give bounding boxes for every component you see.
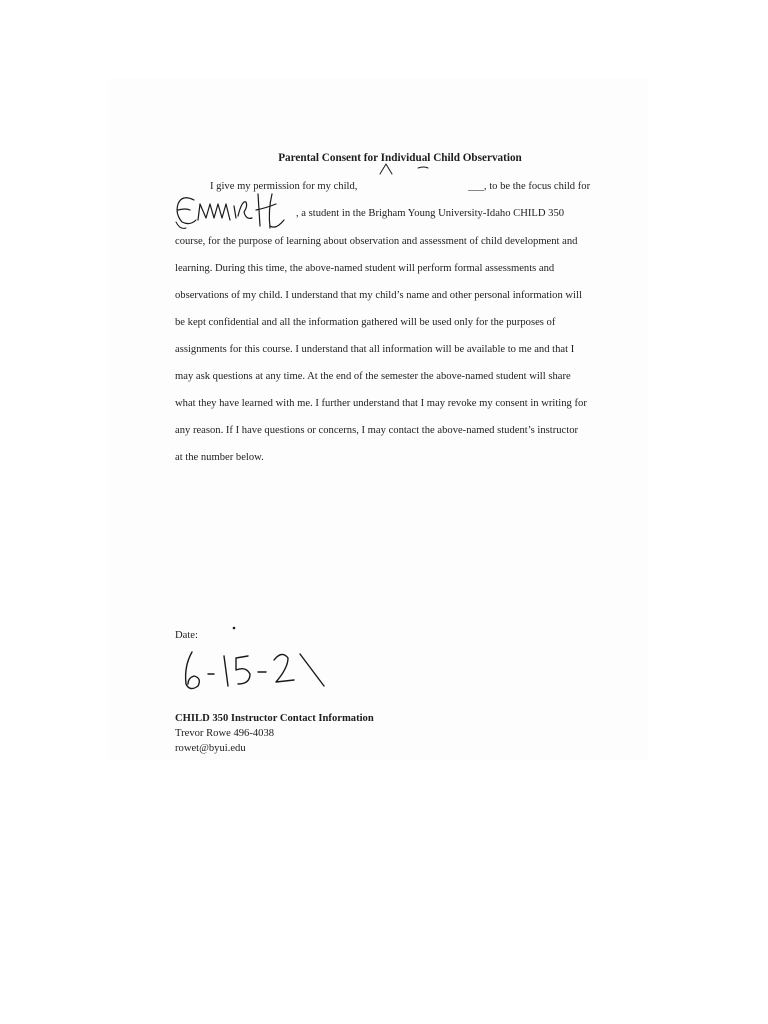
permission-line-start: I give my permission for my child, [210, 181, 358, 192]
form-title: Parental Consent for Individual Child Observation [278, 152, 522, 164]
body-line-8: any reason. If I have questions or concerns, I may contact the above-named student’s instructor [175, 425, 579, 436]
body-line-5: assignments for this course. I understand that all information will be available to me and that I [175, 344, 575, 355]
body-line-6: may ask questions at any time. At the end of the semester the above-named student will share [175, 371, 571, 382]
date-label: Date: [175, 630, 198, 641]
permission-line-end: ___, to be the focus child for [468, 181, 591, 192]
body-line-4: be kept confidential and all the information gathered will be used only for the purposes of [175, 317, 556, 328]
body-line-7: what they have learned with me. I further understand that I may revoke my consent in writing for [175, 398, 587, 409]
contact-email: rowet@byui.edu [175, 743, 246, 754]
student-line: , a student in the Brigham Young University-Idaho CHILD 350 [296, 208, 565, 219]
body-line-9: at the number below. [175, 452, 264, 463]
body-line-3: observations of my child. I understand that my child’s name and other personal information will [175, 290, 582, 301]
contact-name-phone: Trevor Rowe 496-4038 [175, 728, 275, 739]
body-line-2: learning. During this time, the above-named student will perform formal assessments and [175, 263, 555, 274]
contact-heading: CHILD 350 Instructor Contact Information [175, 713, 374, 724]
body-line-1: course, for the purpose of learning about observation and assessment of child development and [175, 236, 578, 247]
